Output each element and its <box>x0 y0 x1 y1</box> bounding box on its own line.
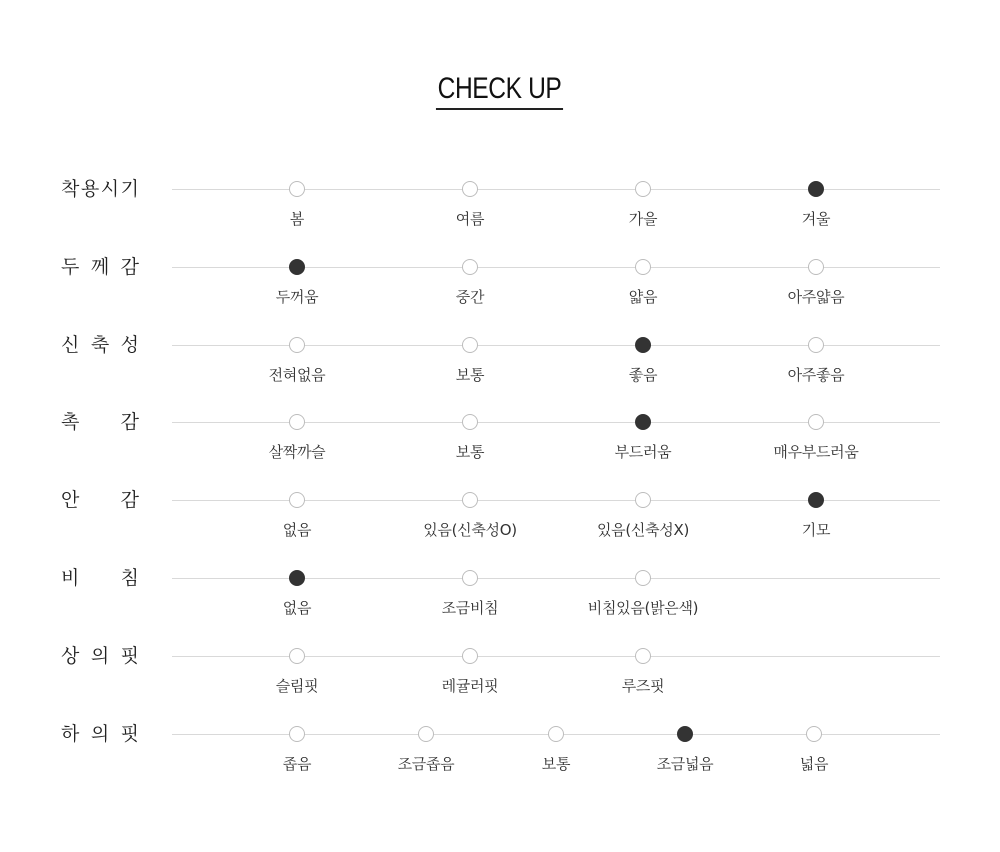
empty-dot-icon <box>289 181 305 197</box>
option-label: 아주얇음 <box>787 288 845 306</box>
option-label: 없음 <box>282 599 312 617</box>
empty-dot-icon <box>289 337 305 353</box>
empty-dot-icon <box>806 726 822 742</box>
empty-dot-icon <box>808 259 824 275</box>
option-label: 부드러움 <box>614 443 672 461</box>
empty-dot-icon <box>635 648 651 664</box>
checkup-row <box>0 567 1000 638</box>
option-label: 보통 <box>455 366 485 384</box>
option-label: 없음 <box>282 521 312 539</box>
page-title: CHECK UP <box>436 72 563 110</box>
empty-dot-icon <box>289 414 305 430</box>
row-scale-line <box>172 422 940 423</box>
checkup-row <box>0 645 1000 716</box>
row-label <box>61 644 139 668</box>
selected-dot-icon <box>289 570 305 586</box>
option-label: 봄 <box>289 210 305 228</box>
selected-dot-icon <box>808 181 824 197</box>
empty-dot-icon <box>635 570 651 586</box>
selected-dot-icon <box>635 414 651 430</box>
empty-dot-icon <box>462 492 478 508</box>
empty-dot-icon <box>462 414 478 430</box>
option-label: 조금비침 <box>441 599 499 617</box>
option-label: 아주좋음 <box>787 366 845 384</box>
option-label: 기모 <box>801 521 831 539</box>
row-label-char: 핏 <box>120 645 139 667</box>
empty-dot-icon <box>462 259 478 275</box>
empty-dot-icon <box>635 259 651 275</box>
option-label: 전혀없음 <box>268 366 326 384</box>
row-scale-line <box>172 345 940 346</box>
option-label: 보통 <box>455 443 485 461</box>
row-label-char: 안 <box>61 489 80 511</box>
row-label-char: 신 <box>61 334 80 356</box>
row-label <box>61 333 139 357</box>
row-label-char: 용 <box>80 178 100 200</box>
row-label-char: 비 <box>61 567 80 589</box>
row-scale-line <box>172 500 940 501</box>
selected-dot-icon <box>635 337 651 353</box>
row-label-char: 의 <box>90 645 110 667</box>
empty-dot-icon <box>462 337 478 353</box>
checkup-row <box>0 723 1000 794</box>
row-label <box>61 488 139 512</box>
row-label-char: 감 <box>120 489 139 511</box>
row-label-char: 께 <box>90 256 110 278</box>
row-scale-line <box>172 267 940 268</box>
option-label: 여름 <box>455 210 485 228</box>
checkup-row <box>0 256 1000 327</box>
selected-dot-icon <box>677 726 693 742</box>
option-label: 좁음 <box>282 755 312 773</box>
selected-dot-icon <box>808 492 824 508</box>
option-label: 매우부드러움 <box>773 443 859 461</box>
option-label: 두꺼움 <box>275 288 319 306</box>
row-scale-line <box>172 189 940 190</box>
option-label: 보통 <box>541 755 571 773</box>
option-label: 겨울 <box>801 210 831 228</box>
empty-dot-icon <box>462 648 478 664</box>
empty-dot-icon <box>808 337 824 353</box>
option-label: 조금좁음 <box>397 755 455 773</box>
option-label: 가을 <box>628 210 658 228</box>
option-label: 중간 <box>455 288 485 306</box>
checkup-row <box>0 489 1000 560</box>
option-label: 슬림핏 <box>275 677 319 695</box>
row-label-char: 상 <box>61 645 80 667</box>
option-label: 넓음 <box>799 755 829 773</box>
selected-dot-icon <box>289 259 305 275</box>
row-label <box>61 410 139 434</box>
empty-dot-icon <box>635 492 651 508</box>
empty-dot-icon <box>462 570 478 586</box>
option-label: 루즈핏 <box>621 677 665 695</box>
option-label: 레귤러핏 <box>441 677 499 695</box>
row-label-char: 하 <box>61 723 80 745</box>
checkup-row <box>0 334 1000 405</box>
row-label <box>61 255 139 279</box>
option-label: 비침있음(밝은색) <box>587 599 699 617</box>
empty-dot-icon <box>289 492 305 508</box>
empty-dot-icon <box>289 648 305 664</box>
row-label <box>61 177 139 201</box>
empty-dot-icon <box>635 181 651 197</box>
option-label: 있음(신축성O) <box>423 521 517 539</box>
row-label-char: 성 <box>120 334 139 356</box>
row-label-char: 감 <box>120 256 139 278</box>
option-label: 조금넓음 <box>656 755 714 773</box>
empty-dot-icon <box>808 414 824 430</box>
checkup-row <box>0 178 1000 249</box>
row-label <box>61 566 139 590</box>
row-label-char: 시 <box>100 178 120 200</box>
empty-dot-icon <box>462 181 478 197</box>
empty-dot-icon <box>418 726 434 742</box>
empty-dot-icon <box>548 726 564 742</box>
row-label-char: 촉 <box>61 411 80 433</box>
row-label-char: 침 <box>120 567 139 589</box>
row-label-char: 착 <box>61 178 80 200</box>
row-label-char: 축 <box>90 334 110 356</box>
row-label <box>61 722 139 746</box>
row-label-char: 의 <box>90 723 110 745</box>
row-scale-line <box>172 656 940 657</box>
row-label-char: 두 <box>61 256 80 278</box>
row-label-char: 핏 <box>120 723 139 745</box>
option-label: 있음(신축성X) <box>596 521 690 539</box>
row-scale-line <box>172 578 940 579</box>
option-label: 좋음 <box>628 366 658 384</box>
row-label-char: 감 <box>120 411 139 433</box>
empty-dot-icon <box>289 726 305 742</box>
option-label: 얇음 <box>628 288 658 306</box>
row-label-char: 기 <box>120 178 139 200</box>
checkup-row <box>0 411 1000 482</box>
option-label: 살짝까슬 <box>268 443 326 461</box>
